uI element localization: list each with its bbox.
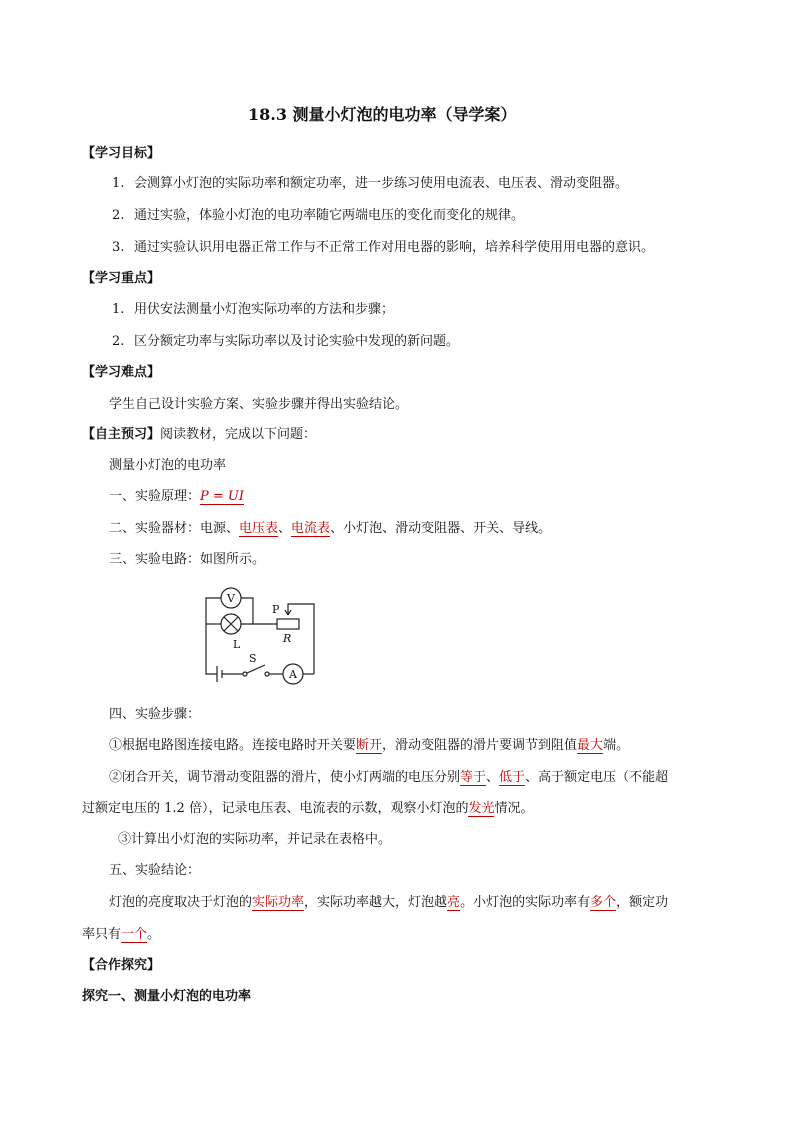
step2-answer-glow: 发光 <box>468 801 495 816</box>
step-text: 端。 <box>603 738 630 753</box>
item-number: 2. <box>112 334 125 349</box>
step-3: ③计算出小灯泡的实际功率，并记录在表格中。 <box>118 832 392 847</box>
item-number: 1. <box>112 176 125 191</box>
ammeter-label: A <box>289 668 297 681</box>
conclusion-part: 率只有 <box>82 927 122 942</box>
step-text: 、高于额定电压（不能超 <box>525 770 669 785</box>
conclusion-answer-bright: 亮 <box>447 895 461 910</box>
voltmeter-label: V <box>227 592 235 605</box>
preview-heading: 【自主预习】 <box>82 427 161 442</box>
item-text: 会测算小灯泡的实际功率和额定功率，进一步练习使用电流表、电压表、滑动变阻器。 <box>134 176 629 191</box>
conclusion-part: 。 <box>147 927 161 942</box>
equipment-rest: 、小灯泡、滑动变阻器、开关、导线。 <box>330 521 552 536</box>
step-2 <box>109 769 668 787</box>
step-text: ，滑动变阻器的滑片要调节到阻值 <box>382 738 578 753</box>
switch-blade <box>247 665 265 673</box>
step-text: 过额定电压的 1.2 倍），记录电压表、电流表的示数，观察小灯泡的 <box>82 801 469 816</box>
equipment-answer-ammeter: 电流表 <box>291 521 331 536</box>
wire <box>241 598 253 624</box>
step1-answer-open: 断开 <box>356 738 383 753</box>
item-text: 用伏安法测量小灯泡实际功率的方法和步骤； <box>134 302 395 317</box>
key-point-item <box>112 301 394 319</box>
principle-answer: P = UI <box>200 489 245 504</box>
page-title: 18.3 测量小灯泡的电功率（导学案） <box>248 105 517 124</box>
circuit-label: 三、实验电路：如图所示。 <box>109 552 266 567</box>
objective-item <box>112 175 628 193</box>
conclusion-part: 。小灯泡的实际功率有 <box>460 895 591 910</box>
conclusion-part: ，额定功 <box>616 895 669 910</box>
preview-topic: 测量小灯泡的电功率 <box>109 458 227 473</box>
equipment-separator: 、 <box>278 521 292 536</box>
principle-line <box>109 488 244 506</box>
step2-answer-equal: 等于 <box>460 770 487 785</box>
slider-label: P <box>272 603 280 616</box>
switch-contact <box>243 672 247 676</box>
cooperative-heading: 【合作探究】 <box>82 958 161 973</box>
switch-contact <box>265 672 269 676</box>
conclusion-part: ，实际功率越大，灯泡越 <box>304 895 448 910</box>
circuit-diagram <box>195 582 325 692</box>
item-number: 3. <box>112 240 125 255</box>
key-points-heading: 【学习重点】 <box>82 271 161 286</box>
step-text: 、 <box>486 770 500 785</box>
key-point-item <box>112 333 459 351</box>
item-number: 1. <box>112 302 125 317</box>
lamp-label: L <box>233 638 241 651</box>
step2-answer-lower: 低于 <box>499 770 526 785</box>
principle-label: 一、实验原理： <box>109 489 201 504</box>
equipment-answer-voltmeter: 电压表 <box>239 521 279 536</box>
wire <box>206 598 221 624</box>
preview-intro: 阅读教材，完成以下问题： <box>160 427 317 442</box>
conclusion-text <box>109 894 668 912</box>
step-text: ①根据电路图连接电路。连接电路时开关要 <box>109 738 357 753</box>
item-text: 区分额定功率与实际功率以及讨论实验中发现的新问题。 <box>134 334 460 349</box>
conclusion-part: 灯泡的亮度取决于灯泡的 <box>109 895 253 910</box>
objective-item <box>112 239 654 257</box>
item-text: 通过实验认识用电器正常工作与不正常工作对用电器的影响，培养科学使用用电器的意识。 <box>134 240 655 255</box>
wire <box>206 624 217 674</box>
objective-item <box>112 207 524 225</box>
step-2-continued <box>82 800 533 818</box>
cooperative-sub-heading: 探究一、测量小灯泡的电功率 <box>82 989 252 1004</box>
item-text: 通过实验，体验小灯泡的电功率随它两端电压的变化而变化的规律。 <box>134 208 525 223</box>
step-text: ②闭合开关，调节滑动变阻器的滑片，使小灯两端的电压分别 <box>109 770 461 785</box>
conclusion-text-continued <box>82 926 160 944</box>
conclusion-answer-one: 一个 <box>121 927 148 942</box>
item-number: 2. <box>112 208 125 223</box>
difficulties-text: 学生自己设计实验方案、实验步骤并得出实验结论。 <box>109 397 409 412</box>
step-text: 情况。 <box>494 801 534 816</box>
conclusion-answer-actual-power: 实际功率 <box>252 895 305 910</box>
step-1 <box>109 737 629 755</box>
lamp-cross <box>224 617 238 631</box>
equipment-label: 二、实验器材：电源、 <box>109 521 240 536</box>
conclusion-label: 五、实验结论： <box>109 863 201 878</box>
conclusion-answer-many: 多个 <box>590 895 617 910</box>
equipment-line <box>109 520 551 538</box>
steps-label: 四、实验步骤： <box>109 707 201 722</box>
switch-label: S <box>249 652 257 665</box>
rheostat-symbol <box>277 619 299 629</box>
preview-line <box>82 426 316 444</box>
step1-answer-max: 最大 <box>577 738 604 753</box>
rheostat-label: R <box>283 632 292 645</box>
difficulties-heading: 【学习难点】 <box>82 365 161 380</box>
objectives-heading: 【学习目标】 <box>82 146 161 161</box>
